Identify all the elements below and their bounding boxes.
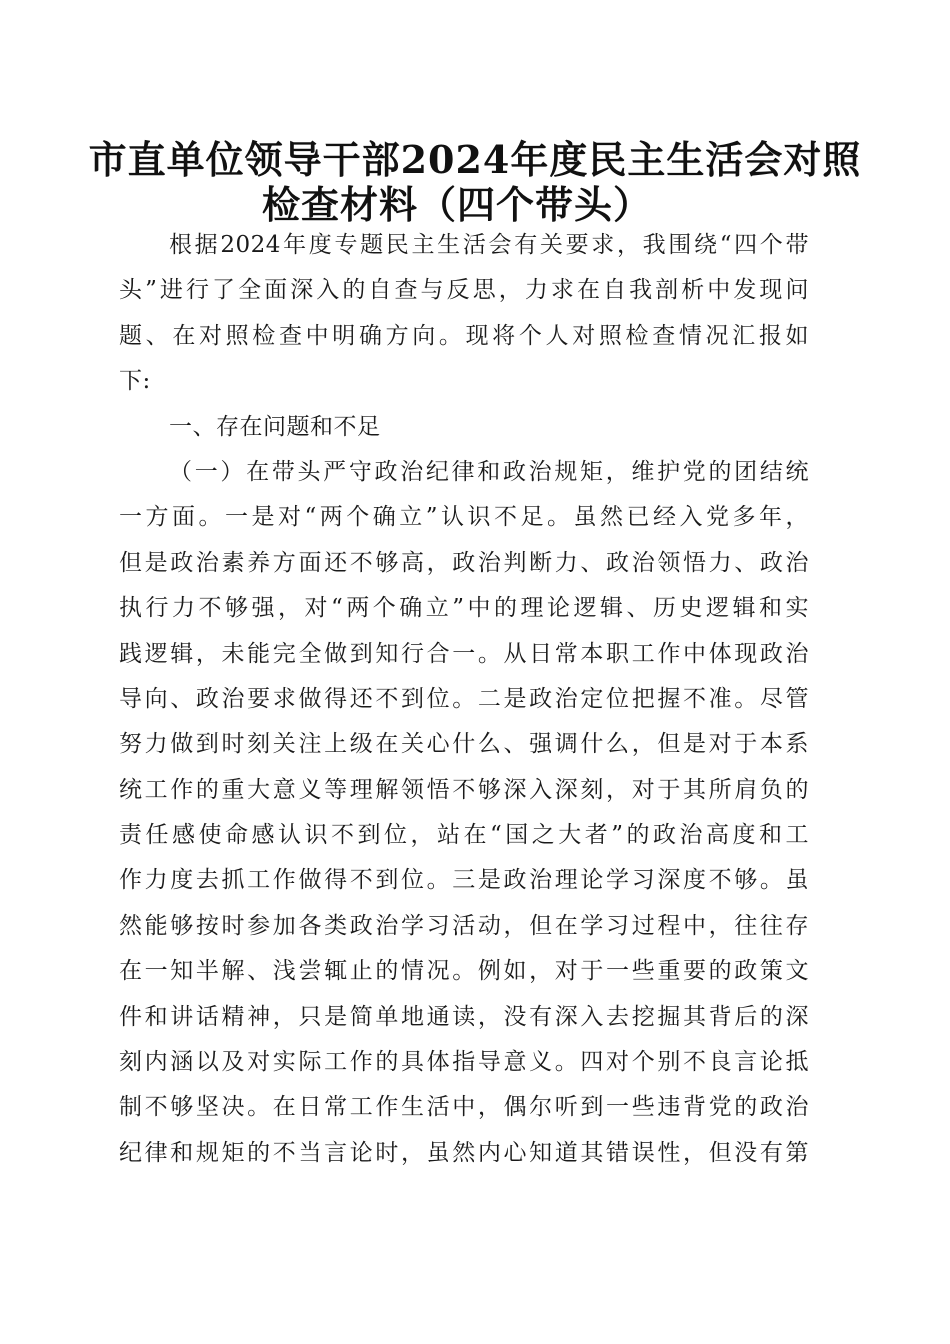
intro-paragraph-line: 根据2024年度专题民主生活会有关要求，我围绕“四个带 (169, 232, 809, 258)
document-title-line-2: 检查材料（四个带头） (261, 182, 652, 227)
section1-paragraph-line: 纪律和规矩的不当言论时，虽然内心知道其错误性，但没有第 (119, 1139, 809, 1166)
section1-paragraph-line: 统工作的重大意义等理解领悟不够深入深刻，对于其所肩负的 (119, 776, 809, 803)
section1-paragraph-line: （一）在带头严守政治纪律和政治规矩，维护党的团结统 (169, 458, 809, 485)
document-title-line-1: 市直单位领导干部2024年度民主生活会对照 (88, 137, 862, 182)
section1-paragraph-line: 作力度去抓工作做得不到位。三是政治理论学习深度不够。虽 (119, 867, 809, 894)
section1-paragraph-line: 然能够按时参加各类政治学习活动，但在学习过程中，往往存 (119, 912, 809, 939)
section1-paragraph-line: 件和讲话精神，只是简单地通读，没有深入去挖掘其背后的深 (119, 1003, 809, 1030)
intro-paragraph-line: 头”进行了全面深入的自查与反思，力求在自我剖析中发现问 (119, 277, 809, 304)
section1-paragraph-line: 刻内涵以及对实际工作的具体指导意义。四对个别不良言论抵 (119, 1049, 809, 1076)
section1-paragraph-line: 但是政治素养方面还不够高，政治判断力、政治领悟力、政治 (119, 549, 809, 576)
section1-paragraph-line: 导向、政治要求做得还不到位。二是政治定位把握不准。尽管 (119, 685, 809, 712)
section1-paragraph-line: 执行力不够强，对“两个确立”中的理论逻辑、历史逻辑和实 (119, 595, 809, 622)
intro-paragraph-line: 题、在对照检查中明确方向。现将个人对照检查情况汇报如 (119, 322, 809, 349)
section1-paragraph-line: 努力做到时刻关注上级在关心什么、强调什么，但是对于本系 (119, 731, 809, 758)
document-body (119, 223, 809, 1176)
section1-paragraph-line: 制不够坚决。在日常工作生活中，偶尔听到一些违背党的政治 (119, 1094, 809, 1121)
intro-paragraph-line: 下: (119, 368, 151, 395)
section1-paragraph-line: 责任感使命感认识不到位，站在“国之大者”的政治高度和工 (119, 822, 809, 849)
section-heading: 一、存在问题和不足 (169, 413, 381, 440)
section1-paragraph-line: 践逻辑，未能完全做到知行合一。从日常本职工作中体现政治 (119, 640, 809, 667)
section1-paragraph-line: 一方面。一是对“两个确立”认识不足。虽然已经入党多年， (119, 504, 809, 531)
section1-paragraph-line: 在一知半解、浅尝辄止的情况。例如，对于一些重要的政策文 (119, 958, 809, 985)
